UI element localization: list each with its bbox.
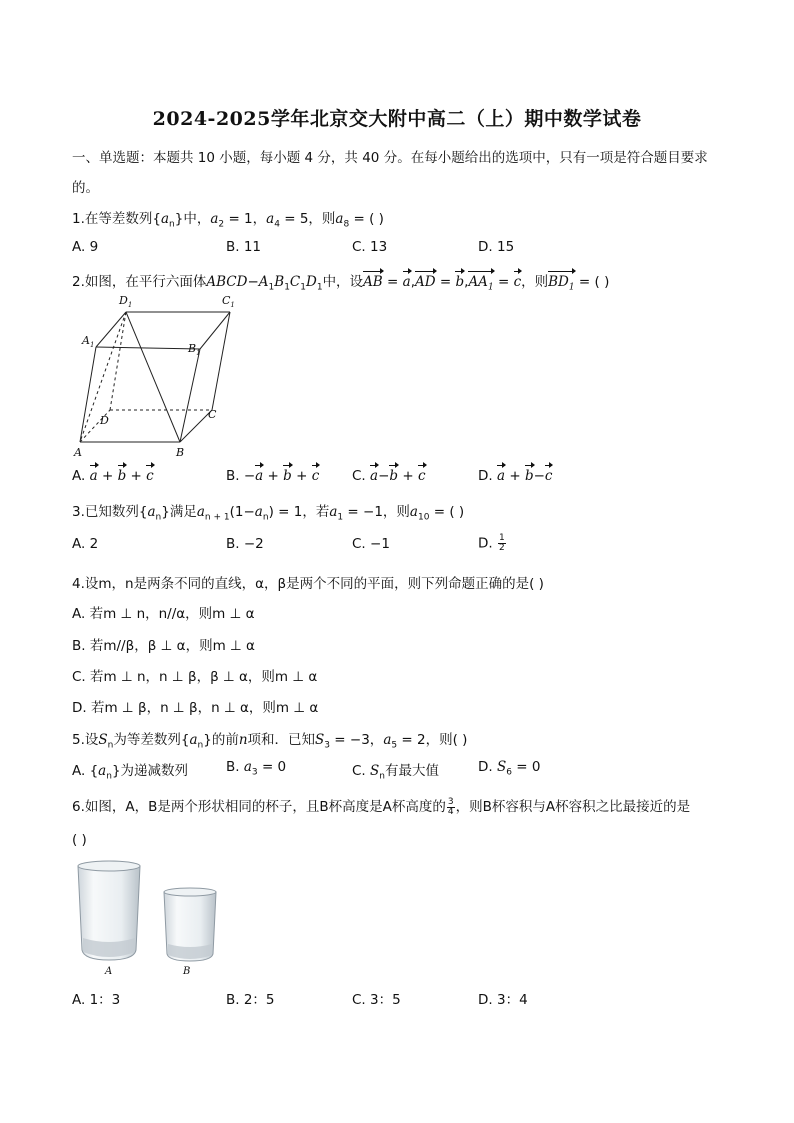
- q6-option-d: D. 3：4: [478, 992, 528, 1008]
- q2-option-b: B. −a + b + c: [226, 468, 320, 484]
- q4-option-c: C. 若m ⊥ n，n ⊥ β，β ⊥ α，则m ⊥ α: [72, 669, 318, 685]
- q4-option-d: D. 若m ⊥ β，n ⊥ β，n ⊥ α，则m ⊥ α: [72, 700, 319, 716]
- q6-option-c: C. 3：5: [352, 992, 401, 1008]
- q4-option-a: A. 若m ⊥ n，n//α，则m ⊥ α: [72, 606, 255, 622]
- cup-b-icon: [164, 888, 216, 961]
- cup-a-icon: [78, 861, 140, 960]
- q1-option-c: C. 13: [352, 239, 388, 255]
- q5-prefix: 5.设: [72, 732, 99, 748]
- q3-option-a: A. 2: [72, 536, 99, 552]
- q3-math: $\{a_n\}$满足$a_{n + 1}(1-a_n) = 1$，若$a_1 = -1$，则$a_{10}$ = ( ): [138, 504, 465, 523]
- section-heading-line1: 一、单选题：本题共 10 小题，每小题 4 分，共 40 分。在每小题给出的选项中，只有一项是符合题目要求: [72, 150, 708, 166]
- q5-option-d: D. $S_6 = 0$: [478, 759, 541, 778]
- label-a: A: [74, 446, 82, 459]
- q2-prefix: 2.如图，在平行六面体: [72, 274, 207, 290]
- label-a1: $A_1$: [82, 334, 95, 349]
- q3-option-b: B. −2: [226, 536, 264, 552]
- label-c1: $C_1$: [222, 294, 235, 309]
- label-d: D: [100, 414, 109, 427]
- page-title: 2024-2025学年北京交大附中高二（上）期中数学试卷: [152, 108, 642, 130]
- section-heading-line2: 的。: [72, 180, 99, 196]
- q1-option-b: B. 11: [226, 239, 262, 255]
- label-b: B: [176, 446, 185, 459]
- q3-option-c: C. −1: [352, 536, 390, 552]
- question-4-stem: 4.设m，n是两条不同的直线，α，β是两个不同的平面，则下列命题正确的是( ): [72, 576, 544, 592]
- q1-prefix: 1.在等差数列: [72, 211, 153, 227]
- q2-option-c: C. a−b + c: [352, 468, 426, 484]
- q2-option-d: D. a + b−c: [478, 468, 553, 484]
- q5-option-c: C. $S_n$有最大值: [352, 763, 439, 782]
- cup-b-label: B: [183, 966, 191, 977]
- q5-option-b: B. $a_3 = 0$: [226, 759, 287, 778]
- question-6-stem-line2: ( ): [72, 832, 87, 848]
- parallelepiped-figure: [72, 292, 242, 462]
- q5-math: $S_n$为等差数列$\{a_n\}$的前n项和．已知$S_3 = -3$，$a_5 = 2$，则( ): [98, 732, 468, 751]
- q6-option-a: A. 1：3: [72, 992, 121, 1008]
- question-2-stem: [72, 270, 609, 293]
- q5-option-a: A. $\{a_n\}$为递减数列: [72, 763, 189, 782]
- cup-a-label: A: [105, 966, 113, 977]
- q6-text-b: ，则B杯容积与A杯容积之比最接近的是: [455, 799, 691, 815]
- q2-option-a: A. a + b + c: [72, 468, 154, 484]
- q3-prefix: 3.已知数列: [72, 504, 139, 520]
- q3-option-d: D. $\frac{1}{2}$: [478, 533, 505, 553]
- question-3-stem: [72, 500, 464, 523]
- q2-math: $ABCD-A_1B_1C_1D_1$中，设AB = $a,AD = b,AA_1 = c$，则$BD_1$ = ( ): [206, 274, 610, 293]
- q1-option-a: A. 9: [72, 239, 99, 255]
- question-6-stem-line1: [72, 795, 690, 817]
- q6-fraction: $\frac{3}{4}$: [447, 796, 454, 817]
- q6-text-a: 6.如图，A，B是两个形状相同的杯子，且B杯高度是A杯高度的: [72, 799, 446, 815]
- q6-option-b: B. 2：5: [226, 992, 275, 1008]
- q4-option-b: B. 若m//β，β ⊥ α，则m ⊥ α: [72, 638, 255, 654]
- cups-figure: [74, 858, 224, 980]
- label-b1: $B_1$: [188, 342, 201, 357]
- label-c: C: [208, 408, 217, 421]
- q1-option-d: D. 15: [478, 239, 515, 255]
- q1-math: $\{a_n\}$中，$a_2 = 1$，$a_4 = 5$，则$a_8$ = ( ): [152, 211, 384, 230]
- label-d1: $D_1$: [119, 294, 133, 309]
- question-5-stem: [72, 728, 467, 751]
- question-1-stem: [72, 207, 384, 230]
